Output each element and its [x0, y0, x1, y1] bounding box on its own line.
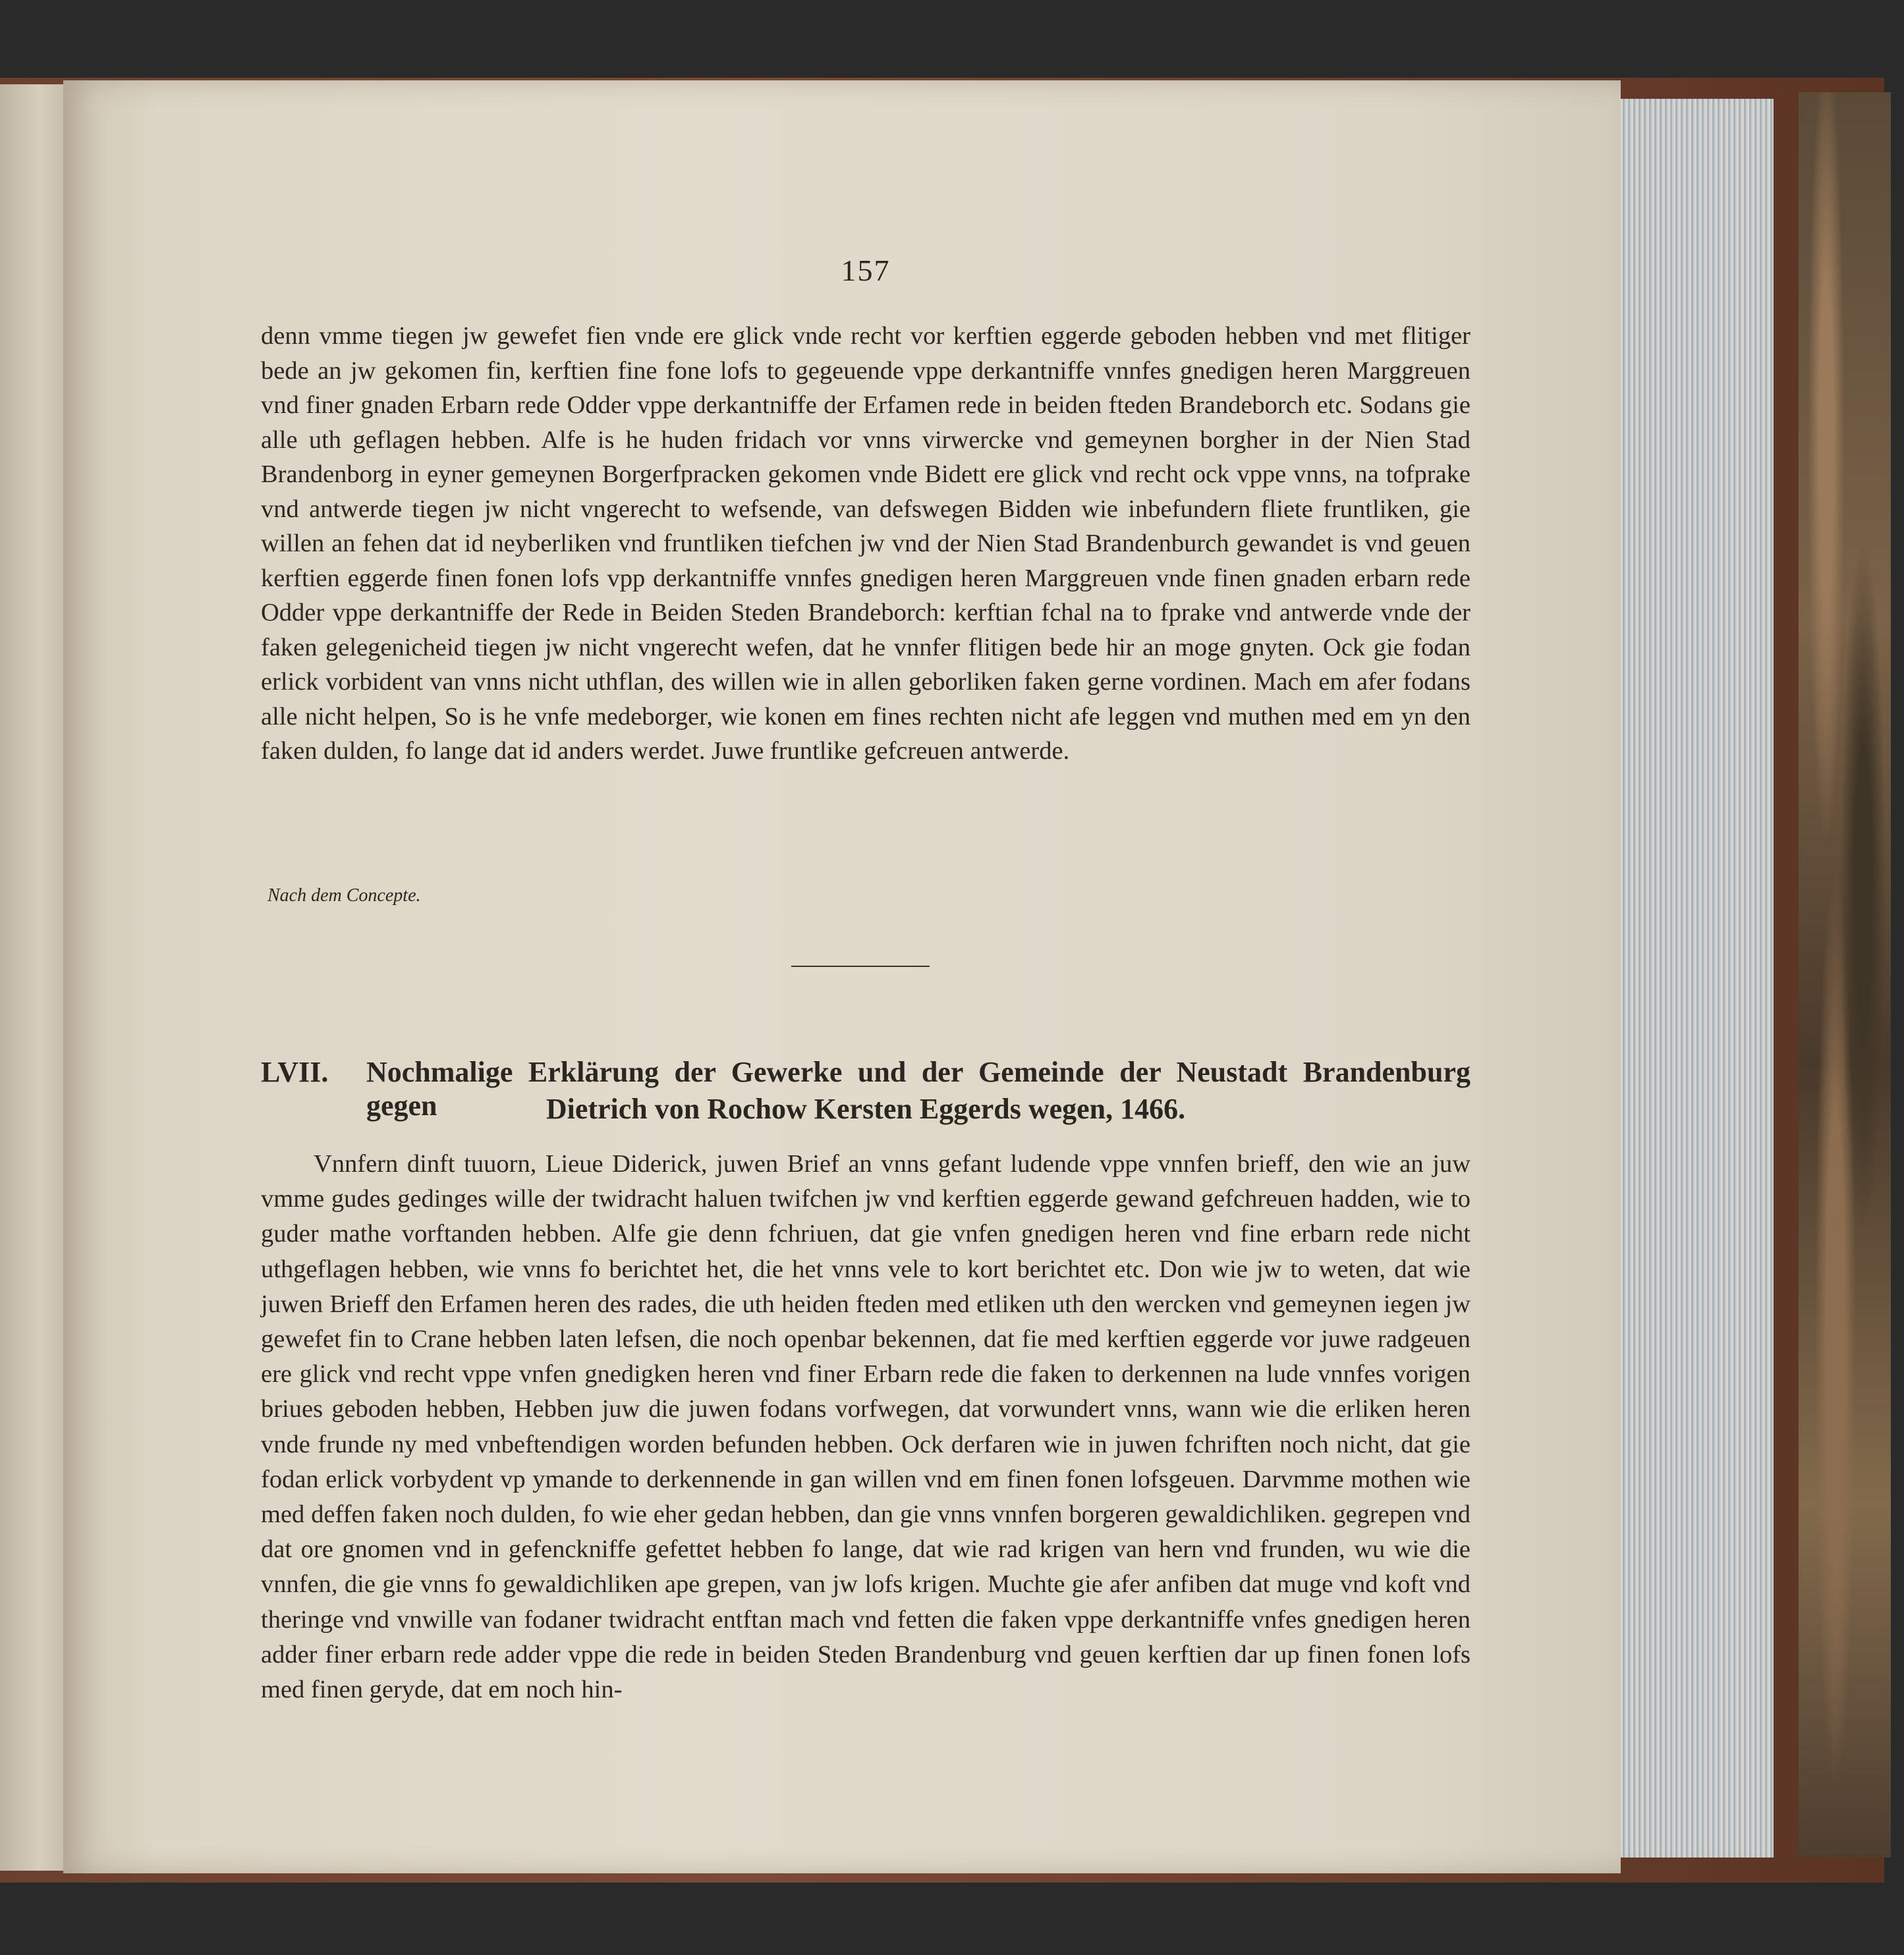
- heading-line-2: Dietrich von Rochow Kersten Eggerds wegen, 1466.: [546, 1093, 1186, 1125]
- section-separator: [791, 966, 930, 967]
- page-number: 157: [841, 254, 891, 287]
- paragraph-letter-continuation: denn vmme tiegen jw gewefet fien vnde ere glick vnde recht vor kerftien eggerde geboden hebben vnd met flitiger bede an jw gekomen fin, kerftien fine fone lofs to gegeuende vppe derkantniffe vnnfes gnedigen heren Marggreuen vnd finer gnaden Erbarn rede Odder vppe derkantniffe der Erfamen rede in beiden fteden Brandeborch etc. Sodans gie alle uth geflagen hebben. Alfe is he huden fridach vor vnns virwercke vnd gemeynen borgher in der Nien Stad Brandenborg in eyner gemeynen Borgerfpracken gekomen vnde Bidett ere glick vnd recht ock vppe vnns, na tofprake vnd antwerde tiegen jw nicht vngerecht to wefsende, van defswegen Bidden wie inbefundern fliete fruntliken, gie willen an fehen dat id neyberliken vnd fruntliken tiefchen jw vnd der Nien Stad Brandenburch gewandet is vnd geuen kerftien eggerde finen fonen lofs vpp derkantniffe vnnfes gnedigen heren Marggreuen vnde finen gnaden erbarn rede Odder vppe derkantniffe der Rede in Beiden Steden Brandeborch: kerftian fchal na to fprake vnd antwerde vnde der faken gelegenicheid tiegen jw nicht vngerecht wefen, dat he vnnfer flitigen bede hir an moge gnyten. Ock gie fodan erlick vorbident van vnns nicht uthflan, des willen wie in allen geborliken faken gerne vordinen. Mach em afer fodans alle nicht helpen, So is he vnfe medeborger, wie konen em fines rechten nicht afe leggen vnd muthen med em yn den faken dulden, fo lange dat id anders werdet. Juwe fruntlike gefcreuen antwerde.: [261, 322, 1470, 765]
- book-page: [63, 80, 1621, 1873]
- marbled-board: [1799, 92, 1891, 1858]
- paragraph-letter-body: Vnnfern dinft tuuorn, Lieue Diderick, juwen Brief an vnns gefant ludende vppe vnnfen brieff, den wie an juw vmme gudes gedinges wille der twidracht haluen twifchen jw vnd kerftien eggerde gewand gefchreuen hadden, wie to guder mathe vorftanden hebben. Alfe gie denn fchriuen, dat gie vnfen gnedigen heren vnd fine erbarn rede nicht uthgeflagen hebben, wie vnns fo berichtet het, die het vnns vele to kort berichtet etc. Don wie jw to weten, dat wie juwen Brieff den Erfamen heren des rades, die uth heiden fteden med etliken uth den wercken vnd gemeynen iegen jw gewefet fin to Crane hebben laten lefsen, die noch openbar bekennen, dat fie med kerftien eggerde vor juwe radgeuen ere glick vnd recht vppe vnfen gnedigken heren vnd finer Erbarn rede die faken to derkennen na lude vnnfes vorigen briues geboden hebben, Hebben juw die juwen fodans vorfwegen, dat vorwundert vnns, wann wie die erliken heren vnde frunde ny med vnbeftendigen worden befunden hebben. Ock derfaren wie in juwen fchriften noch nicht, dat gie fodan erlick vorbydent vp ymande to derkennende in gan willen vnd em finen fonen lofsgeuen. Darvmme mothen wie med deffen faken noch dulden, fo wie eher gedan hebben, dan gie vnns vnnfen borgeren gewaldichliken. gegrepen vnd dat ore gnomen vnd in gefenckniffe gefettet hebben fo lange, dat wie rad krigen van hern vnd frunden, wu wie die vnnfen, die gie vnns fo gewaldichliken ape grepen, van jw lofs krigen. Muchte gie afer anfiben dat muge vnd koft vnd theringe vnd vnwille van fodaner twidracht entftan mach vnd fetten die faken vppe derkantniffe vnfes gnedigen heren adder finer erbarn rede adder vppe die rede in beiden Steden Brandenburg vnd geuen kerftien dar up finen fonen lofs med finen geryde, dat em noch hin-: [261, 1150, 1470, 1704]
- page-block-edges: [1615, 99, 1774, 1858]
- chapter-number: LVII.: [261, 1056, 329, 1088]
- heading-line-1: Nochmalige Erklärung der Gewerke und der Gemeinde der Neustadt Brandenburg gegen: [366, 1056, 1470, 1122]
- source-note: Nach dem Concepte.: [267, 885, 421, 906]
- facing-page-edge: [0, 84, 66, 1871]
